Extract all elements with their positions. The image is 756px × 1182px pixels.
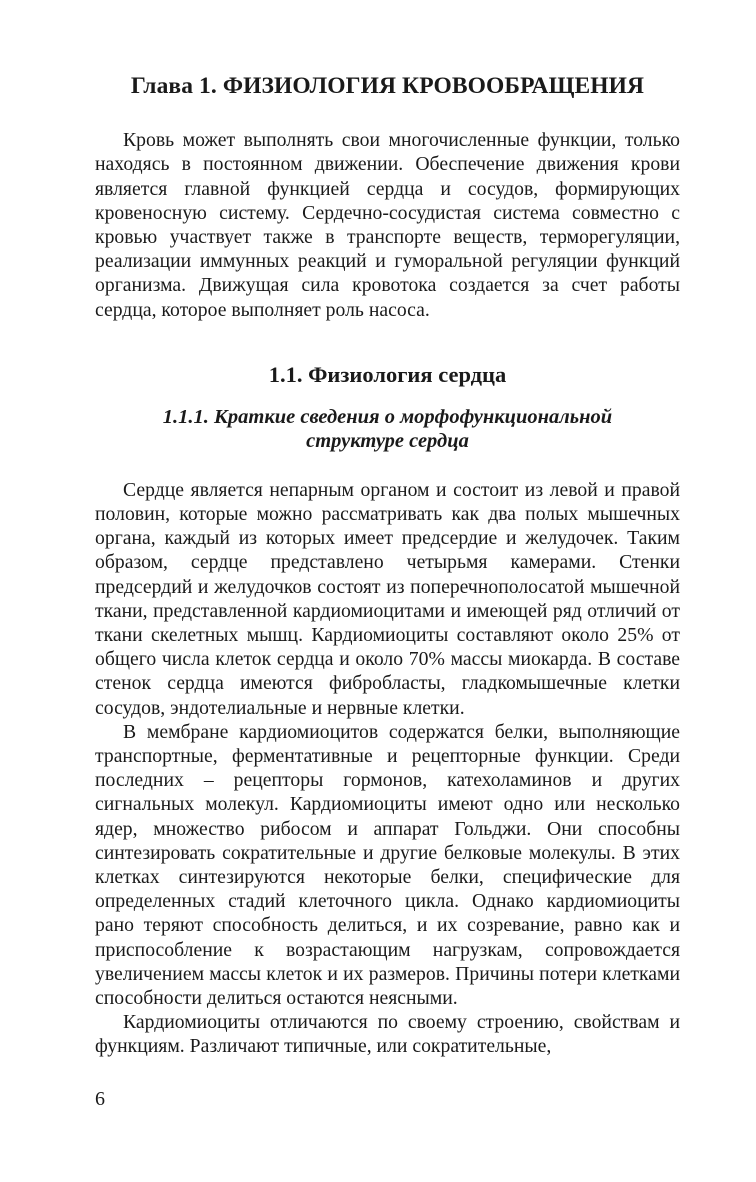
- page-number: 6: [95, 1088, 105, 1110]
- chapter-title: Глава 1. ФИЗИОЛОГИЯ КРОВООБРАЩЕНИЯ: [130, 73, 645, 99]
- body-paragraph-2: В мембране кардиомиоцитов содержатся белки, выполняющие транспортные, ферментативные и рецепторные функции. Среди последних – рецепторы гормонов, катехоламинов и других сигнальных молекул. Кардиомиоциты имеют одно или несколько ядер, множество рибосом и аппарат Гольджи. Они способны синтезировать сократительные и другие белковые молекулы. В этих клетках синтезируются некоторые белки, специфические для определенных стадий клеточного цикла. Однако кардиомиоциты рано теряют способность делиться, и их созревание, равно как и приспособление к возрастающим нагрузкам, сопровождается увеличением массы клеток и их размеров. Причины потери клетками способности делиться остаются неясными.: [95, 720, 680, 1010]
- body-paragraph-3: Кардиомиоциты отличаются по своему строению, свойствам и функциям. Различают типичные, или сократительные,: [95, 1011, 680, 1058]
- subsection-title-line-1: 1.1.1. Краткие сведения о морфофункциональной: [162, 405, 613, 428]
- subsection-title: [95, 405, 680, 454]
- page-content: [95, 72, 680, 1059]
- body-paragraph-1: Сердце является непарным органом и состоит из левой и правой половин, которые можно рассматривать как два полых мышечных органа, каждый из которых имеет предсердие и желудочек. Таким образом, сердце представлено четырьмя камерами. Стенки предсердий и желудочков состоят из поперечнополосатой мышечной ткани, представленной кардиомиоцитами и имеющей ряд отличий от ткани скелетных мышц. Кардиомиоциты составляют около 25% от общего числа клеток сердца и около 70% массы миокарда. В составе стенок сердца имеются фибробласты, гладкомышечные клетки сосудов, эндотелиальные и нервные клетки.: [95, 478, 680, 719]
- chapter-intro-paragraph: Кровь может выполнять свои многочисленные функции, только находясь в постоянном движении. Обеспечение движения крови является главной функцией сердца и сосудов, формирующих кровеносную систему. Сердечно-сосудистая система совместно с кровью участвует также в транспорте веществ, терморегуляции, реализации иммунных реакций и гуморальной регуляции функций организма. Движущая сила кровотока создается за счет работы сердца, которое выполняет роль насоса.: [95, 129, 680, 321]
- section-title: 1.1. Физиология сердца: [268, 361, 507, 387]
- subsection-title-line-2: структуре сердца: [306, 430, 469, 453]
